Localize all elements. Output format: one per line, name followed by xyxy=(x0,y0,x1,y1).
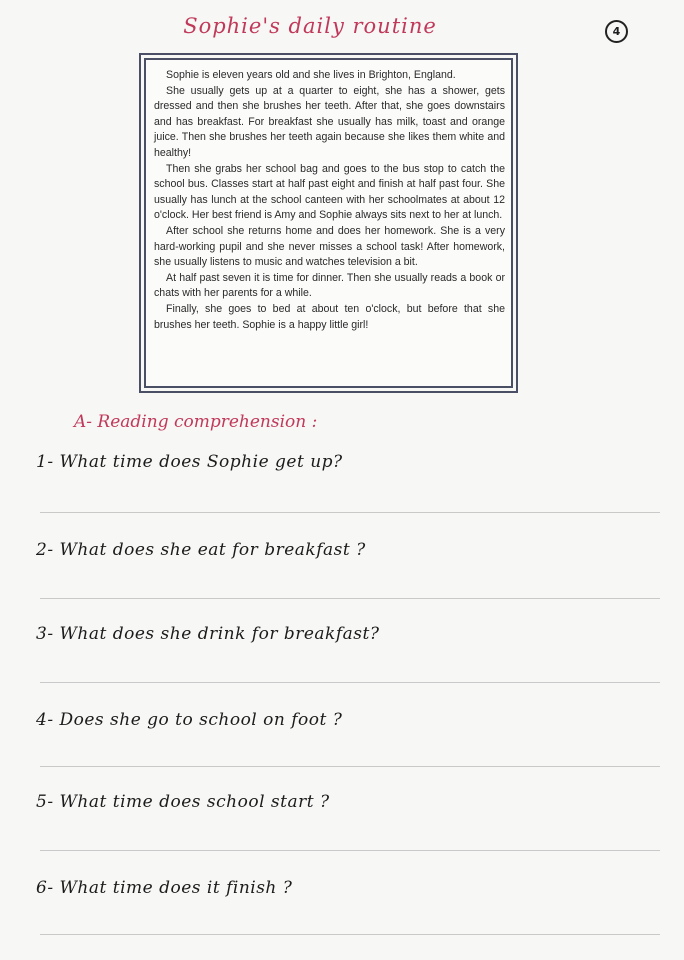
passage-paragraph: At half past seven it is time for dinner. Then she usually reads a book or chats with her parents for a while. xyxy=(154,271,505,300)
passage-paragraph: Then she grabs her school bag and goes to the bus stop to catch the school bus. Classes start at half past eight and finish at half past four. She usually has lunch at the school canteen with her schoolmates at about 12 o'clock. Her best friend is Amy and Sophie always sits next to her at lunch. xyxy=(154,162,505,222)
answer-line-6[interactable] xyxy=(40,934,660,935)
passage-paragraph: Finally, she goes to bed at about ten o'clock, but before that she brushes her teeth. Sophie is a happy little girl! xyxy=(154,302,505,331)
passage-paragraph: After school she returns home and does her homework. She is a very hard-working pupil and she never misses a school task! After homework, she usually listens to music and watches television a bit. xyxy=(154,224,505,269)
page-title: Sophie's daily routine xyxy=(183,14,437,38)
question-1: 1- What time does Sophie get up? xyxy=(36,452,343,472)
question-3: 3- What does she drink for breakfast? xyxy=(36,624,380,644)
section-heading: A- Reading comprehension : xyxy=(74,412,318,432)
question-4: 4- Does she go to school on foot ? xyxy=(36,710,343,730)
answer-line-5[interactable] xyxy=(40,850,660,851)
answer-line-4[interactable] xyxy=(40,766,660,767)
passage-paragraph: She usually gets up at a quarter to eight, she has a shower, gets dressed and then she brushes her teeth. After that, she goes downstairs and has breakfast. For breakfast she usually has milk, toast and orange juice. Then she brushes her teeth again because she likes them white and healthy! xyxy=(154,84,505,159)
reading-passage-box xyxy=(144,58,513,388)
question-6: 6- What time does it finish ? xyxy=(36,878,293,898)
answer-line-3[interactable] xyxy=(40,682,660,683)
answer-line-1[interactable] xyxy=(40,512,660,513)
page-number-badge: 4 xyxy=(605,20,628,43)
passage-paragraph: Sophie is eleven years old and she lives in Brighton, England. xyxy=(166,69,456,81)
question-5: 5- What time does school start ? xyxy=(36,792,330,812)
question-2: 2- What does she eat for breakfast ? xyxy=(36,540,366,560)
answer-line-2[interactable] xyxy=(40,598,660,599)
